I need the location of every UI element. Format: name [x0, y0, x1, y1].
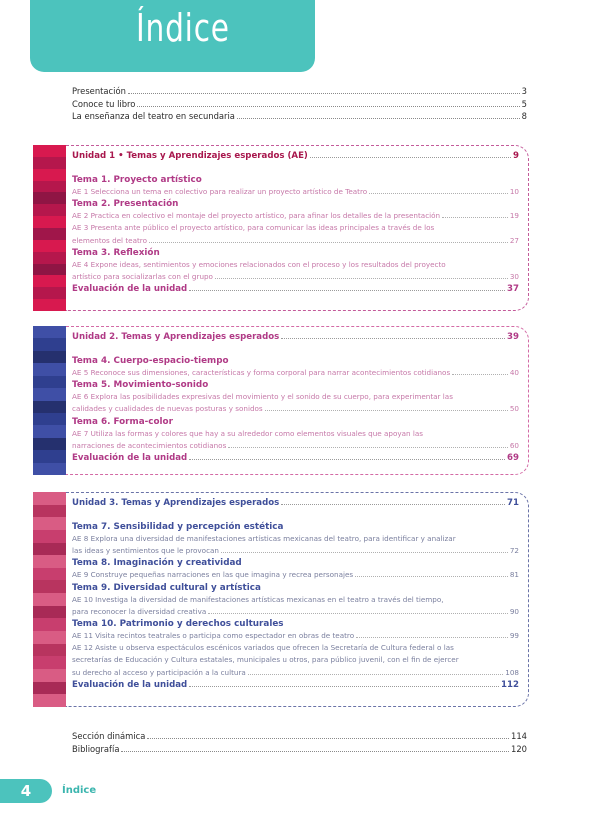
strip-segment [33, 450, 66, 462]
strip-segment [33, 401, 66, 413]
unit-block-2 [33, 326, 529, 475]
strip-segment [33, 192, 66, 204]
entry-page: 114 [511, 731, 527, 741]
page-number: 4 [0, 779, 52, 803]
ae-line [72, 403, 519, 415]
ae-line [72, 235, 519, 247]
dot-leader [452, 368, 508, 375]
unit-header-label: Unidad 1 • Temas y Aprendizajes esperados (AE) [72, 151, 308, 161]
strip-segment [33, 669, 66, 682]
ae-text: para reconocer la diversidad creativa [72, 606, 207, 616]
unit-header [72, 331, 519, 343]
strip-segment [33, 326, 66, 338]
unit-block-3 [33, 492, 529, 707]
strip-segment [33, 463, 66, 475]
ae-page: 81 [509, 570, 519, 580]
ae-text: AE 4 Expone ideas, sentimientos y emociones relacionados con el proceso y los resultados del proyecto [72, 259, 446, 269]
ae-text: AE 12 Asiste u observa espectáculos escénicos variados que ofrecen la Secretaría de Cultura federal o las [72, 643, 454, 653]
ae-text: secretarías de Educación y Cultura estatales, municipales u otros, para público juvenil, con el fin de ejercer [72, 655, 459, 665]
strip-segment [33, 425, 66, 437]
ae-text: elementos del teatro [72, 235, 147, 245]
evaluation-label: Evaluación de la unidad [72, 453, 188, 464]
topic-title: Tema 10. Patrimonio y derechos culturales [72, 619, 284, 630]
topic-title: Tema 5. Movimiento-sonido [72, 380, 209, 391]
dot-leader [121, 744, 509, 752]
footer-label: Índice [62, 785, 97, 796]
entry-label: Bibliografía [72, 743, 120, 754]
intro-entry [72, 98, 527, 111]
dot-leader [189, 452, 505, 460]
topic-title: Tema 6. Forma-color [72, 416, 173, 427]
ae-text: AE 10 Investiga la diversidad de manifestaciones artísticas mexicanas en el teatro a través del tiempo, [72, 594, 444, 604]
strip-segment [33, 388, 66, 400]
dot-leader [189, 283, 505, 291]
dot-leader [248, 668, 503, 675]
unit-evaluation [72, 452, 519, 464]
strip-segment [33, 593, 66, 606]
ae-page: 30 [509, 272, 519, 282]
ae-line [72, 606, 519, 618]
strip-segment [33, 413, 66, 425]
ae-line [72, 367, 519, 379]
strip-segment [33, 543, 66, 556]
dot-leader [442, 211, 508, 218]
entry-label: La enseñanza del teatro en secundaria [72, 111, 235, 121]
unit-block-1 [33, 145, 529, 311]
entry-page: 5 [521, 98, 527, 109]
topic-title: Tema 8. Imaginación y creatividad [72, 558, 242, 569]
unit-content [72, 331, 519, 464]
strip-segment [33, 505, 66, 518]
evaluation-label: Evaluación de la unidad [72, 679, 188, 690]
strip-segment [33, 145, 66, 157]
outro-entry [72, 743, 527, 756]
dot-leader [356, 631, 508, 638]
strip-segment [33, 568, 66, 581]
ae-text: AE 1 Selecciona un tema en colectivo para realizar un proyecto artístico de Teatro [72, 187, 368, 196]
strip-segment [33, 376, 66, 388]
strip-segment [33, 264, 66, 276]
strip-segment [33, 299, 66, 311]
strip-segment [33, 204, 66, 216]
ae-line [72, 594, 519, 606]
entry-label: Sección dinámica [72, 731, 146, 741]
ae-text: AE 2 Practica en colectivo el montaje del proyecto artístico, para afinar los detalles de la presentación [72, 211, 441, 221]
ae-text: AE 5 Reconoce sus dimensiones, características y forma corporal para narrar acontecimientos cotidianos [72, 368, 451, 377]
strip-segment [33, 644, 66, 657]
entry-label: Presentación [72, 86, 126, 96]
evaluation-page: 112 [501, 679, 519, 690]
evaluation-page: 37 [507, 284, 519, 295]
dot-leader [189, 679, 499, 687]
ae-page: 60 [509, 440, 519, 450]
ae-page: 40 [509, 368, 519, 377]
strip-segment [33, 631, 66, 644]
unit-header [72, 150, 519, 162]
ae-text: AE 11 Visita recintos teatrales o participa como espectador en obras de teatro [72, 631, 355, 641]
topic-title: Tema 4. Cuerpo-espacio-tiempo [72, 356, 229, 366]
entry-page: 3 [521, 86, 527, 96]
ae-text: AE 3 Presenta ante público el proyecto artístico, para comunicar las ideas principales a través de los [72, 223, 435, 233]
unit-color-strip [33, 145, 66, 311]
unit-header-page: 71 [507, 498, 519, 508]
strip-segment [33, 240, 66, 252]
ae-text: su derecho al acceso y participación a la cultura [72, 667, 246, 677]
unit-color-strip [33, 492, 66, 707]
dot-leader [265, 404, 508, 411]
topic-title: Tema 9. Diversidad cultural y artística [72, 582, 261, 593]
ae-text: narraciones de acontecimientos cotidianos [72, 440, 227, 450]
strip-segment [33, 157, 66, 169]
strip-segment [33, 530, 66, 543]
ae-line [72, 642, 519, 654]
topic-title: Tema 7. Sensibilidad y percepción estética [72, 522, 284, 532]
evaluation-page: 69 [507, 453, 519, 464]
unit-evaluation [72, 283, 519, 295]
spacer [72, 343, 519, 355]
intro-entry [72, 110, 527, 123]
ae-text: las ideas y sentimientos que le provocan [72, 546, 219, 556]
ae-line [72, 440, 519, 452]
intro-list [72, 85, 527, 123]
ae-line [72, 654, 519, 666]
ae-page: 27 [509, 235, 519, 245]
unit-evaluation [72, 679, 519, 691]
ae-line [72, 391, 519, 403]
strip-segment [33, 181, 66, 193]
spacer [72, 162, 519, 174]
unit-color-strip [33, 326, 66, 475]
ae-line [72, 259, 519, 271]
outro-list [72, 730, 527, 755]
strip-segment [33, 555, 66, 568]
ae-text: calidades y cualidades de nuevas posturas y sonidos [72, 404, 263, 414]
dot-leader [208, 607, 508, 614]
ae-text: AE 8 Explora una diversidad de manifestaciones artísticas mexicanas del teatro, para identificar y analizar [72, 534, 456, 543]
dot-leader [310, 150, 511, 158]
ae-page: 90 [509, 606, 519, 616]
dot-leader [137, 99, 519, 107]
ae-line [72, 667, 519, 679]
dot-leader [221, 546, 508, 553]
strip-segment [33, 517, 66, 530]
outro-entry [72, 730, 527, 743]
strip-segment [33, 694, 66, 707]
ae-line [72, 186, 519, 198]
ae-line [72, 545, 519, 557]
unit-header-label: Unidad 2. Temas y Aprendizajes esperados [72, 332, 280, 342]
strip-segment [33, 228, 66, 240]
strip-segment [33, 580, 66, 593]
dot-leader [128, 86, 520, 94]
dot-leader [237, 111, 520, 119]
ae-page: 99 [509, 631, 519, 641]
strip-segment [33, 216, 66, 228]
strip-segment [33, 618, 66, 631]
entry-page: 120 [511, 743, 527, 754]
strip-segment [33, 363, 66, 375]
ae-text: AE 6 Explora las posibilidades expresivas del movimiento y el sonido de su cuerpo, para experimentar las [72, 392, 453, 402]
unit-header-page: 9 [513, 151, 519, 161]
strip-segment [33, 351, 66, 363]
strip-segment [33, 438, 66, 450]
unit-content [72, 150, 519, 295]
ae-line [72, 210, 519, 222]
evaluation-label: Evaluación de la unidad [72, 284, 188, 295]
strip-segment [33, 492, 66, 505]
ae-line [72, 533, 519, 545]
strip-segment [33, 275, 66, 287]
unit-header [72, 497, 519, 509]
unit-content [72, 497, 519, 691]
ae-page: 10 [509, 187, 519, 196]
ae-page: 108 [505, 667, 519, 677]
topic-title: Tema 3. Reflexión [72, 247, 160, 258]
unit-header-page: 39 [507, 332, 519, 342]
ae-text: artístico para socializarlas con el grupo [72, 272, 213, 282]
unit-header-label: Unidad 3. Temas y Aprendizajes esperados [72, 498, 280, 508]
strip-segment [33, 287, 66, 299]
topic-title: Tema 1. Proyecto artístico [72, 175, 202, 185]
strip-segment [33, 656, 66, 669]
strip-segment [33, 682, 66, 695]
ae-page: 72 [509, 546, 519, 556]
entry-label: Conoce tu libro [72, 98, 136, 109]
ae-line [72, 428, 519, 440]
strip-segment [33, 338, 66, 350]
dot-leader [215, 272, 508, 279]
ae-line [72, 271, 519, 283]
dot-leader [281, 497, 505, 505]
strip-segment [33, 252, 66, 264]
ae-line [72, 222, 519, 234]
intro-entry [72, 85, 527, 98]
ae-page: 50 [509, 404, 519, 414]
topic-title: Tema 2. Presentación [72, 199, 179, 210]
strip-segment [33, 169, 66, 181]
entry-page: 8 [521, 111, 527, 121]
dot-leader [369, 187, 508, 194]
ae-text: AE 7 Utiliza las formas y colores que hay a su alrededor como elementos visuales que apoyan las [72, 428, 424, 438]
dot-leader [228, 441, 508, 448]
dot-leader [355, 570, 508, 577]
ae-line [72, 630, 519, 642]
dot-leader [281, 331, 505, 339]
ae-page: 19 [509, 211, 519, 221]
ae-text: AE 9 Construye pequeñas narraciones en las que imagina y recrea personajes [72, 570, 354, 580]
dot-leader [149, 236, 508, 243]
spacer [72, 509, 519, 521]
ae-line [72, 569, 519, 581]
dot-leader [147, 731, 509, 739]
strip-segment [33, 606, 66, 619]
page-title: Índice [136, 6, 230, 50]
